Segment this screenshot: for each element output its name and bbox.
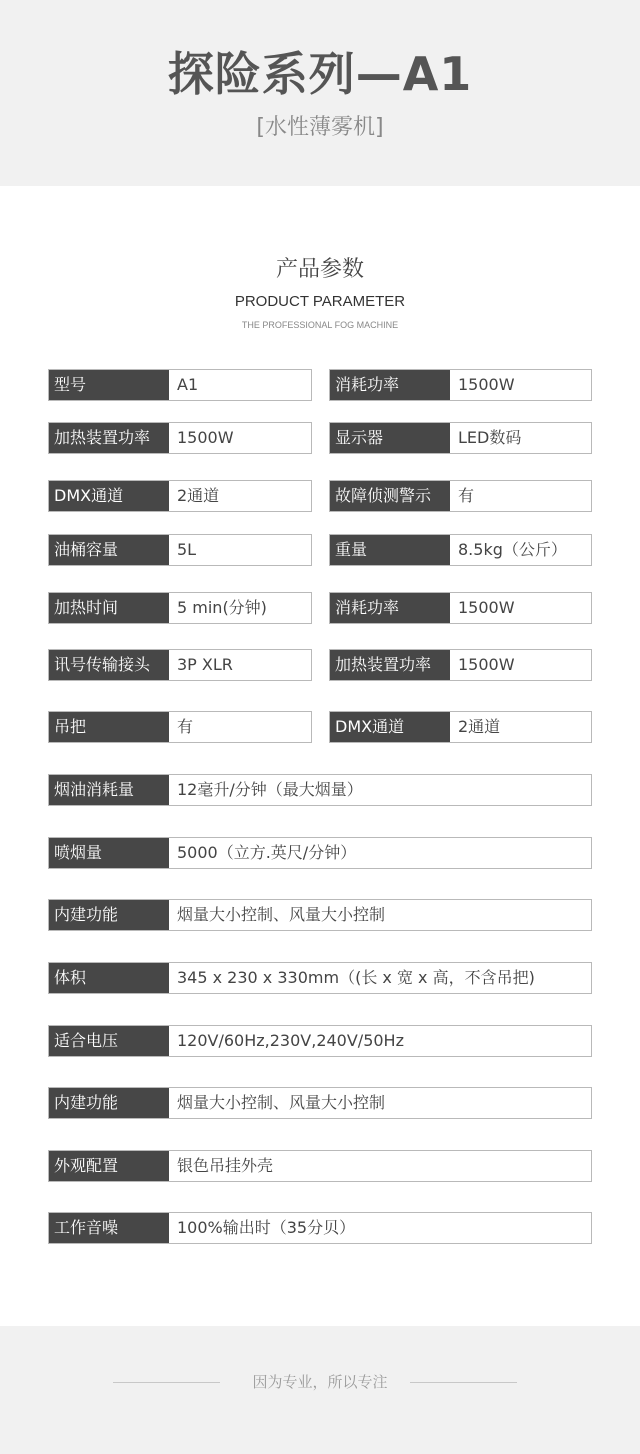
param-cell — [48, 1150, 592, 1182]
param-label: 重量 — [330, 535, 450, 565]
param-value: 8.5kg（公斤） — [458, 540, 567, 559]
param-label: 型号 — [49, 370, 169, 400]
section-title-en: PRODUCT PARAMETER — [234, 293, 406, 310]
param-cell — [48, 1025, 592, 1057]
product-title: 探险系列—A1 — [167, 47, 473, 101]
footer-divider-right — [410, 1382, 517, 1383]
param-cell — [329, 480, 592, 512]
param-cell — [48, 369, 312, 401]
param-label: 工作音噪 — [49, 1213, 169, 1243]
param-cell — [48, 837, 592, 869]
param-value: 345 x 230 x 330mm（(长 x 宽 x 高，不含吊把) — [177, 968, 535, 987]
param-cell — [48, 1212, 592, 1244]
section-tagline: THE PROFESSIONAL FOG MACHINE — [241, 320, 399, 330]
param-value: 1500W — [458, 655, 515, 674]
param-value: 有 — [177, 717, 194, 736]
param-label: 烟油消耗量 — [49, 775, 169, 805]
header-banner — [0, 0, 640, 186]
param-cell — [48, 480, 312, 512]
param-cell — [48, 1087, 592, 1119]
param-value: 烟量大小控制、风量大小控制 — [177, 1093, 386, 1112]
param-label: 消耗功率 — [330, 370, 450, 400]
param-label: 显示器 — [330, 423, 450, 453]
param-value: 12毫升/分钟（最大烟量） — [177, 780, 363, 799]
param-cell — [329, 534, 592, 566]
param-value: 2通道 — [177, 486, 220, 505]
param-cell — [48, 899, 592, 931]
param-cell — [329, 592, 592, 624]
param-label: 故障侦测警示 — [330, 481, 450, 511]
param-value: 3P XLR — [177, 655, 233, 674]
param-value: 银色吊挂外壳 — [177, 1156, 274, 1175]
param-label: 加热时间 — [49, 593, 169, 623]
param-value: 5000（立方.英尺/分钟） — [177, 843, 357, 862]
param-label: DMX通道 — [330, 712, 450, 742]
footer — [0, 1326, 640, 1454]
param-label: 消耗功率 — [330, 593, 450, 623]
param-label: 体积 — [49, 963, 169, 993]
param-value: 1500W — [458, 375, 515, 394]
param-cell — [329, 711, 592, 743]
param-cell — [48, 649, 312, 681]
param-value: A1 — [177, 375, 199, 394]
param-value: 120V/60Hz,230V,240V/50Hz — [177, 1031, 404, 1050]
param-value: 1500W — [458, 598, 515, 617]
param-label: 吊把 — [49, 712, 169, 742]
param-label: 加热装置功率 — [330, 650, 450, 680]
param-value: 烟量大小控制、风量大小控制 — [177, 905, 386, 924]
param-cell — [48, 711, 312, 743]
param-label: 加热装置功率 — [49, 423, 169, 453]
param-cell — [48, 962, 592, 994]
param-label: 讯号传输接头 — [49, 650, 169, 680]
param-value: 2通道 — [458, 717, 501, 736]
param-label: 内建功能 — [49, 900, 169, 930]
product-subtitle: [水性薄雾机] — [256, 115, 384, 140]
param-value: LED数码 — [458, 428, 522, 447]
param-label: 喷烟量 — [49, 838, 169, 868]
param-label: 外观配置 — [49, 1151, 169, 1181]
param-cell — [48, 774, 592, 806]
section-title-cn: 产品参数 — [275, 257, 364, 282]
param-cell — [48, 534, 312, 566]
param-cell — [48, 422, 312, 454]
param-value: 100%输出时（35分贝） — [177, 1218, 356, 1237]
param-cell — [329, 369, 592, 401]
param-value: 有 — [458, 486, 475, 505]
footer-slogan: 因为专业，所以专注 — [252, 1373, 388, 1391]
param-value: 5L — [177, 540, 197, 559]
param-value: 1500W — [177, 428, 234, 447]
param-cell — [329, 649, 592, 681]
param-label: 油桶容量 — [49, 535, 169, 565]
param-value: 5 min(分钟) — [177, 598, 267, 617]
param-cell — [329, 422, 592, 454]
param-cell — [48, 592, 312, 624]
param-label: DMX通道 — [49, 481, 169, 511]
param-label: 内建功能 — [49, 1088, 169, 1118]
param-label: 适合电压 — [49, 1026, 169, 1056]
